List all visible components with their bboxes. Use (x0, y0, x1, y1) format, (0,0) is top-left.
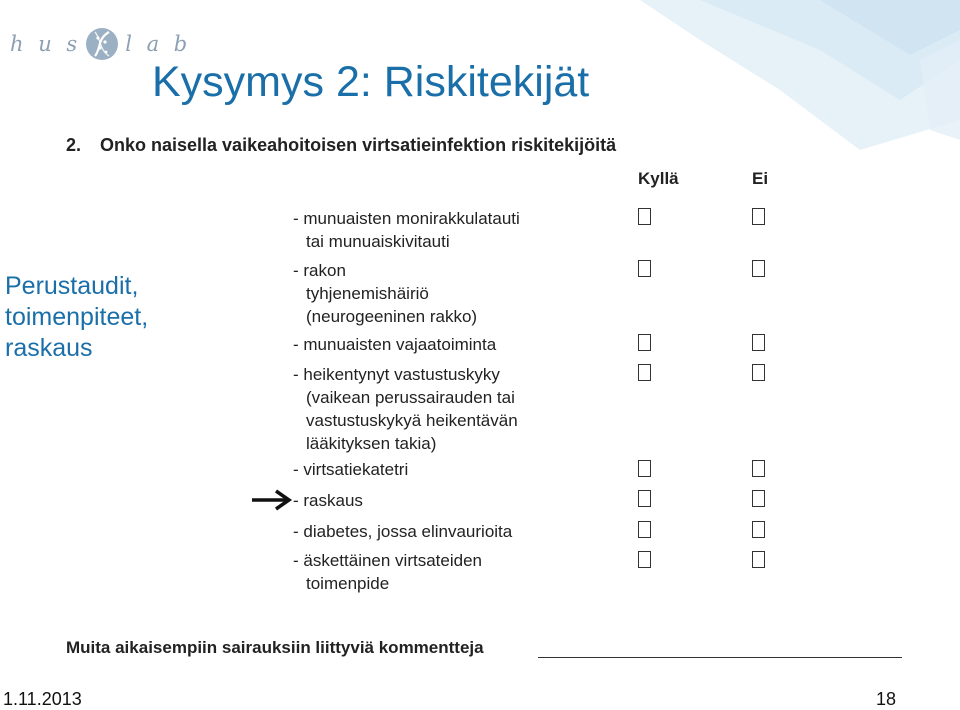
checkbox-yes[interactable] (638, 551, 651, 568)
item-line: - virtsatiekatetri (293, 460, 409, 479)
item-line: - munuaisten vajaatoiminta (293, 335, 497, 354)
risk-factor-item (293, 259, 477, 328)
risk-factor-item (293, 207, 520, 253)
checkbox-yes[interactable] (638, 260, 651, 277)
item-line: (neurogeeninen rakko) (306, 307, 478, 326)
question-number: 2. (66, 135, 82, 155)
footer-date: 1.11.2013 (3, 689, 82, 709)
item-line: - raskaus (293, 491, 363, 510)
logo-text-left: h u s (10, 32, 82, 56)
checkbox-no[interactable] (752, 364, 765, 381)
item-line: - äskettäinen virtsateiden (293, 551, 482, 570)
item-line: (vaikean perussairauden tai (306, 388, 515, 407)
side-label (5, 271, 148, 364)
checkbox-yes[interactable] (638, 490, 651, 507)
arrow-right-icon (252, 489, 294, 511)
risk-factor-item (293, 520, 512, 543)
item-line: - heikentynyt vastustuskyky (293, 365, 500, 384)
item-line: tai munuaiskivitauti (306, 232, 450, 251)
side-label-line: toimenpiteet, (5, 303, 149, 331)
item-line: - diabetes, jossa elinvaurioita (293, 522, 513, 541)
column-header-yes: Kyllä (638, 169, 679, 188)
checkbox-yes[interactable] (638, 364, 651, 381)
risk-factor-item (293, 333, 496, 356)
checkbox-no[interactable] (752, 460, 765, 477)
side-label-line: Perustaudit, (5, 272, 139, 300)
item-line: vastustuskykyä heikentävän (306, 411, 518, 430)
risk-factor-item (293, 549, 482, 595)
risk-factor-item-highlighted (293, 489, 363, 512)
item-line: toimenpide (306, 574, 390, 593)
item-line: lääkityksen takia) (306, 434, 437, 453)
item-line: - rakon (293, 261, 346, 280)
checkbox-no[interactable] (752, 490, 765, 507)
checkbox-yes[interactable] (638, 208, 651, 225)
checkbox-yes[interactable] (638, 521, 651, 538)
comments-label: Muita aikaisempiin sairauksiin liittyviä kommentteja (66, 638, 484, 657)
checkbox-no[interactable] (752, 334, 765, 351)
question-text: Onko naisella vaikeahoitoisen virtsatieinfektion riskitekijöitä (100, 135, 617, 155)
column-header-no: Ei (752, 169, 769, 188)
checkbox-no[interactable] (752, 260, 765, 277)
slide-title: Kysymys 2: Riskitekijät (152, 58, 590, 106)
page-number: 18 (875, 689, 896, 709)
risk-factor-item (293, 458, 408, 481)
checkbox-no[interactable] (752, 208, 765, 225)
logo-text-right: l a b (125, 32, 192, 56)
checkbox-yes[interactable] (638, 334, 651, 351)
item-line: - munuaisten monirakkulatauti (293, 209, 520, 228)
risk-factor-item (293, 363, 518, 455)
checkbox-no[interactable] (752, 551, 765, 568)
dna-helix-icon (85, 27, 119, 61)
item-line: tyhjenemishäiriö (306, 284, 429, 303)
question-heading (66, 135, 616, 156)
side-label-line: raskaus (5, 334, 93, 362)
checkbox-no[interactable] (752, 521, 765, 538)
checkbox-yes[interactable] (638, 460, 651, 477)
comments-answer-line[interactable] (538, 657, 902, 658)
